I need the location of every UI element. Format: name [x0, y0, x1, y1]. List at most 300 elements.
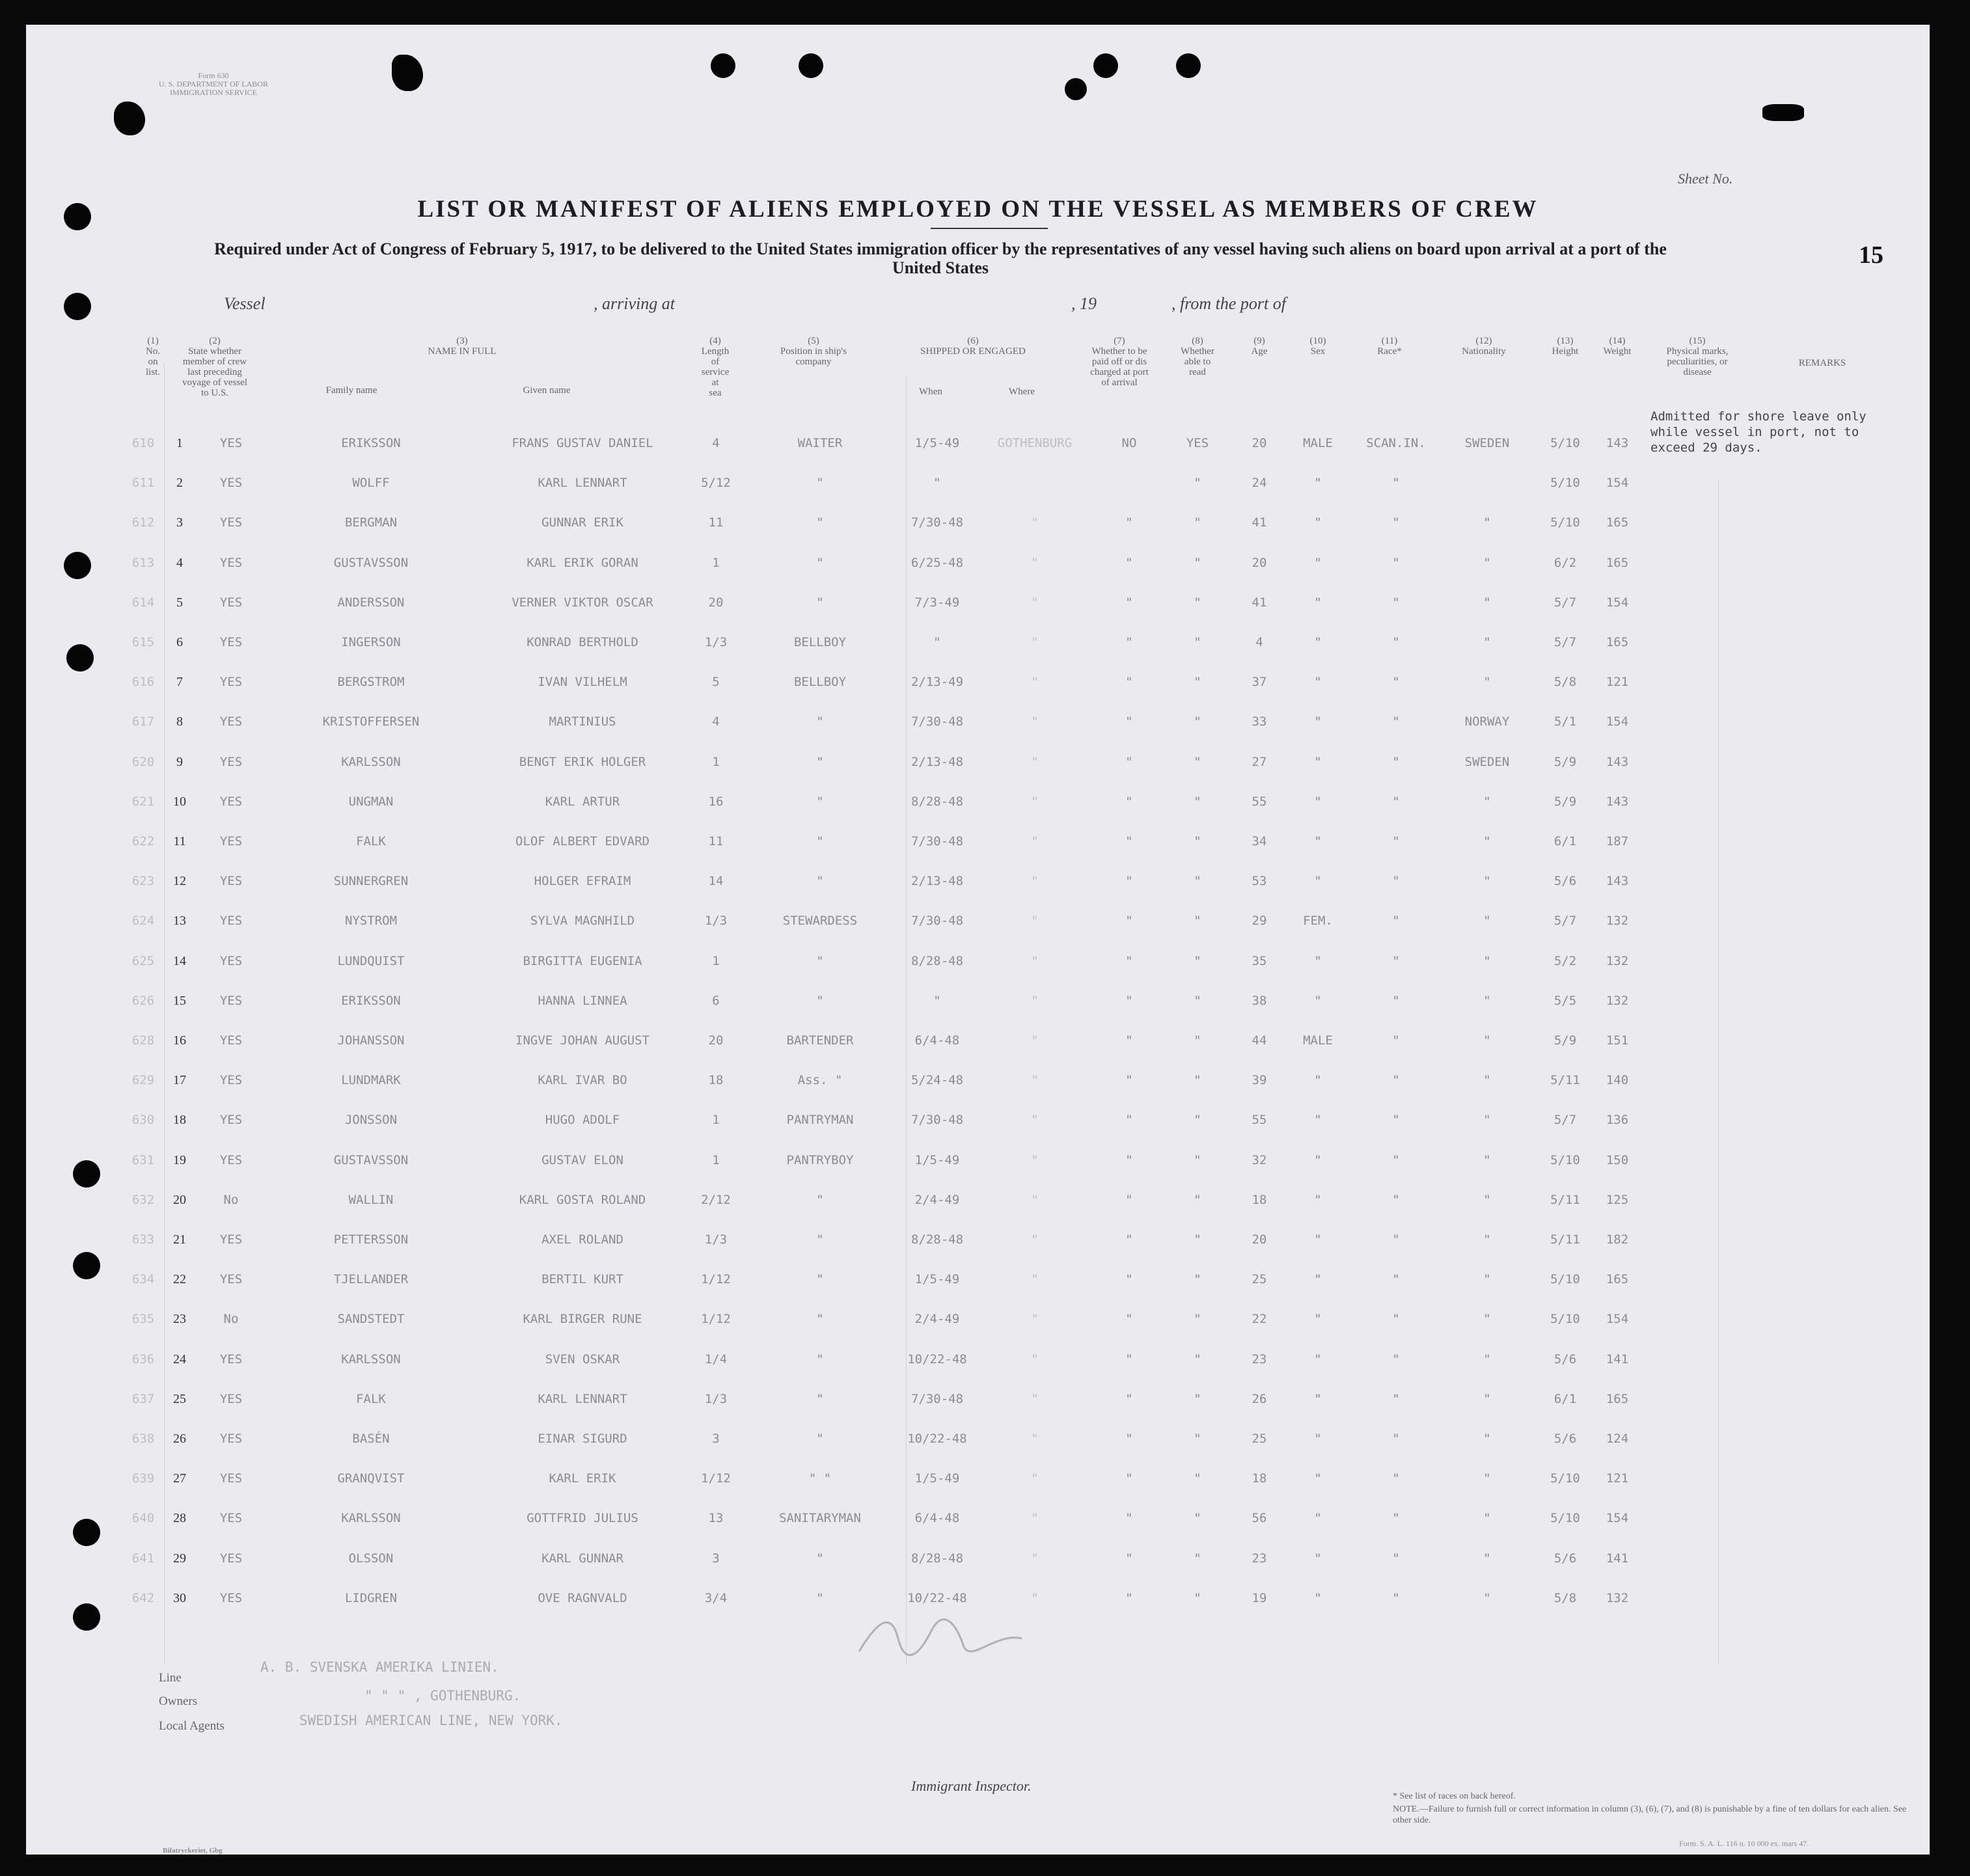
- col-header-read: (8) Whether able to read: [1181, 336, 1214, 377]
- cell-read: ": [1194, 953, 1201, 968]
- cell-nationality: ": [1483, 1511, 1491, 1526]
- punch-hole: [64, 293, 91, 320]
- cell-read: ": [1194, 1033, 1201, 1048]
- cell-where: ": [1031, 834, 1039, 849]
- cell-age: 37: [1252, 675, 1267, 690]
- cell-age: 20: [1252, 1232, 1267, 1247]
- cell-position: ": [816, 834, 824, 849]
- cell-nationality: ": [1483, 1272, 1491, 1287]
- cell-no: 19: [173, 1152, 186, 1167]
- col-header-given-name: Given name: [523, 385, 571, 396]
- cell-position: ": [816, 874, 824, 889]
- cell-sex: ": [1314, 1551, 1322, 1566]
- cell-no: 13: [173, 914, 186, 929]
- table-row: [26, 436, 1930, 475]
- cell-sex: MALE: [1303, 436, 1333, 450]
- cell-sex: ": [1314, 953, 1322, 968]
- cell-family: BERGSTROM: [337, 675, 405, 690]
- cell-family: LIDGREN: [344, 1590, 398, 1605]
- cell-height: 5/8: [1553, 675, 1577, 690]
- cell-position: ": [816, 754, 824, 769]
- cell-weight: 182: [1606, 1232, 1629, 1247]
- table-row: [26, 595, 1930, 634]
- cell-given: IVAN VILHELM: [538, 675, 627, 690]
- cell-serial: 626: [131, 993, 155, 1008]
- cell-weight: 136: [1606, 1113, 1629, 1128]
- cell-where: ": [1031, 595, 1039, 610]
- cell-serial: 610: [131, 436, 155, 450]
- cell-given: EINAR SIGURD: [538, 1432, 627, 1446]
- cell-read: ": [1194, 635, 1201, 649]
- cell-paid: ": [1125, 515, 1133, 530]
- cell-height: 5/6: [1553, 1551, 1577, 1566]
- cell-nationality: ": [1483, 874, 1491, 889]
- cell-nationality: ": [1483, 1073, 1491, 1088]
- cell-read: ": [1194, 595, 1201, 610]
- cell-nationality: ": [1483, 1152, 1491, 1167]
- cell-where: ": [1031, 874, 1039, 889]
- cell-age: 20: [1252, 555, 1267, 570]
- cell-where: ": [1031, 1391, 1039, 1406]
- cell-given: SVEN OSKAR: [545, 1352, 620, 1366]
- cell-age: 39: [1252, 1073, 1267, 1088]
- col-header-no: (1) No. on list.: [145, 336, 161, 377]
- cell-serial: 634: [131, 1272, 155, 1287]
- cell-family: OLSSON: [348, 1551, 394, 1566]
- cell-weight: 154: [1606, 1312, 1629, 1327]
- cell-race: ": [1392, 874, 1400, 889]
- cell-height: 5/1: [1553, 714, 1577, 729]
- cell-given: SYLVA MAGNHILD: [530, 914, 635, 929]
- punch-hole: [711, 53, 735, 78]
- cell-service: 1/4: [704, 1352, 728, 1366]
- owners-label: Owners: [159, 1694, 198, 1708]
- punch-hole: [1093, 53, 1118, 78]
- cell-age: 41: [1252, 515, 1267, 530]
- cell-age: 41: [1252, 595, 1267, 610]
- cell-prev: No: [223, 1312, 239, 1327]
- cell-family: GUSTAVSSON: [333, 555, 409, 570]
- cell-service: 1/3: [704, 1232, 728, 1247]
- cell-sex: ": [1314, 1471, 1322, 1486]
- cell-height: 5/5: [1553, 993, 1577, 1008]
- cell-service: 1/12: [701, 1312, 731, 1327]
- cell-position: ": [816, 1551, 824, 1566]
- cell-age: 18: [1252, 1192, 1267, 1207]
- cell-nationality: ": [1483, 1232, 1491, 1247]
- cell-height: 5/9: [1553, 754, 1577, 769]
- cell-race: ": [1392, 1192, 1400, 1207]
- table-row: [26, 954, 1930, 993]
- cell-prev: YES: [219, 953, 243, 968]
- cell-where: ": [1031, 1232, 1039, 1247]
- cell-service: 1/3: [704, 635, 728, 649]
- cell-family: KARLSSON: [341, 754, 401, 769]
- cell-prev: YES: [219, 595, 243, 610]
- cell-read: ": [1194, 794, 1201, 809]
- cell-race: ": [1392, 515, 1400, 530]
- cell-prev: YES: [219, 714, 243, 729]
- cell-prev: YES: [219, 436, 243, 450]
- cell-when: 2/13-48: [910, 874, 964, 889]
- cell-nationality: ": [1483, 1551, 1491, 1566]
- cell-serial: 625: [131, 953, 155, 968]
- cell-service: 11: [708, 834, 724, 849]
- cell-position: SANITARYMAN: [779, 1511, 861, 1526]
- cell-height: 5/10: [1550, 476, 1580, 491]
- cell-given: GUNNAR ERIK: [541, 515, 623, 530]
- cell-no: 17: [173, 1073, 186, 1088]
- cell-given: KARL IVAR BO: [538, 1073, 627, 1088]
- footnote-races: * See list of races on back hereof.: [1393, 1791, 1516, 1801]
- cell-race: ": [1392, 1152, 1400, 1167]
- cell-when: 10/22-48: [907, 1590, 967, 1605]
- cell-paid: ": [1125, 714, 1133, 729]
- cell-no: 2: [176, 476, 183, 491]
- cell-height: 5/10: [1550, 515, 1580, 530]
- cell-race: ": [1392, 476, 1400, 491]
- cell-height: 5/6: [1553, 1432, 1577, 1446]
- cell-age: 34: [1252, 834, 1267, 849]
- page-number: 15: [1859, 241, 1883, 269]
- table-row: [26, 834, 1930, 873]
- cell-no: 12: [173, 874, 186, 889]
- table-row: [26, 515, 1930, 554]
- cell-age: 55: [1252, 794, 1267, 809]
- cell-weight: 154: [1606, 476, 1629, 491]
- cell-race: ": [1392, 1471, 1400, 1486]
- cell-where: ": [1031, 754, 1039, 769]
- cell-family: GUSTAVSSON: [333, 1152, 409, 1167]
- cell-given: GOTTFRID JULIUS: [527, 1511, 638, 1526]
- cell-weight: 141: [1606, 1551, 1629, 1566]
- cell-family: KRISTOFFERSEN: [322, 714, 420, 729]
- cell-race: ": [1392, 794, 1400, 809]
- cell-height: 5/11: [1550, 1192, 1580, 1207]
- cell-age: 25: [1252, 1272, 1267, 1287]
- cell-given: INGVE JOHAN AUGUST: [515, 1033, 650, 1048]
- table-row: [26, 1033, 1930, 1072]
- cell-race: ": [1392, 1551, 1400, 1566]
- cell-prev: YES: [219, 1471, 243, 1486]
- cell-family: FALK: [356, 1391, 386, 1406]
- cell-height: 5/7: [1553, 595, 1577, 610]
- cell-sex: ": [1314, 515, 1322, 530]
- cell-when: 2/4-49: [914, 1312, 960, 1327]
- cell-paid: NO: [1121, 436, 1137, 450]
- cell-race: ": [1392, 1232, 1400, 1247]
- cell-sex: ": [1314, 1391, 1322, 1406]
- cell-family: LUNDQUIST: [337, 953, 405, 968]
- cell-prev: YES: [219, 794, 243, 809]
- cell-read: ": [1194, 1391, 1201, 1406]
- cell-serial: 640: [131, 1511, 155, 1526]
- cell-height: 5/10: [1550, 1152, 1580, 1167]
- col-header-sex: (10) Sex: [1309, 336, 1326, 357]
- cell-prev: YES: [219, 675, 243, 690]
- cell-where: ": [1031, 1113, 1039, 1128]
- cell-paid: ": [1125, 1391, 1133, 1406]
- cell-paid: ": [1125, 1551, 1133, 1566]
- cell-age: 25: [1252, 1432, 1267, 1446]
- cell-height: 5/11: [1550, 1232, 1580, 1247]
- title-underline: [931, 228, 1048, 229]
- cell-position: BELLBOY: [793, 675, 847, 690]
- cell-weight: 154: [1606, 714, 1629, 729]
- cell-family: JONSSON: [344, 1113, 398, 1128]
- cell-service: 1/3: [704, 1391, 728, 1406]
- cell-race: SCAN.IN.: [1366, 436, 1426, 450]
- table-row: [26, 1312, 1930, 1351]
- cell-weight: 121: [1606, 1471, 1629, 1486]
- cell-weight: 151: [1606, 1033, 1629, 1048]
- cell-position: Ass. ": [797, 1073, 843, 1088]
- cell-weight: 132: [1606, 993, 1629, 1008]
- cell-read: ": [1194, 1590, 1201, 1605]
- from-port-label: , from the port of: [1171, 294, 1286, 313]
- cell-nationality: ": [1483, 635, 1491, 649]
- sheet-number-label: Sheet No.: [1678, 170, 1733, 187]
- cell-weight: 143: [1606, 874, 1629, 889]
- cell-service: 11: [708, 515, 724, 530]
- cell-race: ": [1392, 675, 1400, 690]
- table-row: [26, 1153, 1930, 1192]
- cell-where: ": [1031, 1551, 1039, 1566]
- cell-sex: ": [1314, 834, 1322, 849]
- table-row: [26, 755, 1930, 794]
- inspector-label: Immigrant Inspector.: [911, 1778, 1032, 1794]
- cell-height: 6/2: [1553, 555, 1577, 570]
- cell-position: ": [816, 1192, 824, 1207]
- table-row: [26, 1551, 1930, 1590]
- cell-service: 16: [708, 794, 724, 809]
- cell-paid: ": [1125, 754, 1133, 769]
- cell-prev: YES: [219, 1391, 243, 1406]
- cell-paid: ": [1125, 595, 1133, 610]
- cell-sex: ": [1314, 555, 1322, 570]
- cell-service: 4: [712, 436, 720, 450]
- cell-sex: ": [1314, 1312, 1322, 1327]
- cell-age: 32: [1252, 1152, 1267, 1167]
- cell-serial: 636: [131, 1352, 155, 1366]
- cell-service: 3/4: [704, 1590, 728, 1605]
- cell-position: ": [816, 555, 824, 570]
- cell-serial: 622: [131, 834, 155, 849]
- col-header-service: (4) Length of service at sea: [701, 336, 730, 398]
- cell-given: AXEL ROLAND: [541, 1232, 623, 1247]
- cell-nationality: ": [1483, 1471, 1491, 1486]
- cell-weight: 143: [1606, 794, 1629, 809]
- cell-serial: 617: [131, 714, 155, 729]
- cell-sex: ": [1314, 1113, 1322, 1128]
- cell-family: FALK: [356, 834, 386, 849]
- cell-given: KARL ERIK: [549, 1471, 616, 1486]
- cell-serial: 628: [131, 1033, 155, 1048]
- cell-service: 20: [708, 1033, 724, 1048]
- cell-nationality: SWEDEN: [1464, 436, 1510, 450]
- cell-race: ": [1392, 1590, 1400, 1605]
- cell-race: ": [1392, 914, 1400, 929]
- cell-family: SANDSTEDT: [337, 1312, 405, 1327]
- cell-weight: 187: [1606, 834, 1629, 849]
- cell-height: 5/10: [1550, 436, 1580, 450]
- cell-given: KARL ERIK GORAN: [527, 555, 638, 570]
- punch-hole: [1176, 53, 1201, 78]
- cell-race: ": [1392, 595, 1400, 610]
- cell-given: BENGT ERIK HOLGER: [519, 754, 646, 769]
- cell-where: ": [1031, 1073, 1039, 1088]
- cell-where: ": [1031, 515, 1039, 530]
- cell-where: ": [1031, 993, 1039, 1008]
- cell-nationality: ": [1483, 1312, 1491, 1327]
- cell-prev: YES: [219, 874, 243, 889]
- cell-when: 7/30-48: [910, 834, 964, 849]
- agency-stamp: Form 630 U. S. DEPARTMENT OF LABOR IMMIGRATION SERVICE: [159, 71, 268, 97]
- cell-age: 56: [1252, 1511, 1267, 1526]
- cell-nationality: ": [1483, 1113, 1491, 1128]
- cell-prev: YES: [219, 1232, 243, 1247]
- cell-service: 3: [712, 1551, 720, 1566]
- cell-height: 5/10: [1550, 1511, 1580, 1526]
- cell-race: ": [1392, 834, 1400, 849]
- cell-given: HANNA LINNEA: [538, 993, 627, 1008]
- cell-weight: 132: [1606, 914, 1629, 929]
- cell-read: ": [1194, 1073, 1201, 1088]
- cell-sex: ": [1314, 675, 1322, 690]
- cell-race: ": [1392, 714, 1400, 729]
- cell-paid: ": [1125, 1511, 1133, 1526]
- cell-position: ": [816, 993, 824, 1008]
- cell-sex: ": [1314, 1432, 1322, 1446]
- table-row: [26, 476, 1930, 515]
- cell-no: 10: [173, 794, 186, 809]
- cell-when: 1/5-49: [914, 1152, 960, 1167]
- cell-no: 27: [173, 1471, 186, 1486]
- cell-no: 7: [176, 675, 183, 690]
- cell-weight: 125: [1606, 1192, 1629, 1207]
- cell-when: 5/24-48: [910, 1073, 964, 1088]
- col-header-height: (13) Height: [1552, 336, 1579, 357]
- inspector-signature: [853, 1599, 1048, 1671]
- cell-serial: 623: [131, 874, 155, 889]
- cell-position: BELLBOY: [793, 635, 847, 649]
- table-row: [26, 874, 1930, 913]
- cell-height: 5/7: [1553, 635, 1577, 649]
- cell-prev: YES: [219, 1511, 243, 1526]
- cell-no: 11: [173, 834, 186, 849]
- cell-prev: No: [223, 1192, 239, 1207]
- cell-paid: ": [1125, 1432, 1133, 1446]
- table-row: [26, 1352, 1930, 1391]
- cell-family: INGERSON: [341, 635, 401, 649]
- cell-height: 5/7: [1553, 1113, 1577, 1128]
- cell-no: 29: [173, 1551, 186, 1566]
- cell-height: 5/8: [1553, 1590, 1577, 1605]
- cell-weight: 140: [1606, 1073, 1629, 1088]
- cell-race: ": [1392, 1511, 1400, 1526]
- cell-serial: 630: [131, 1113, 155, 1128]
- cell-race: ": [1392, 1272, 1400, 1287]
- punch-hole: [1065, 78, 1087, 100]
- cell-where: ": [1031, 1192, 1039, 1207]
- cell-where: ": [1031, 1432, 1039, 1446]
- table-row: [26, 1392, 1930, 1431]
- vessel-label: Vessel: [224, 294, 266, 313]
- cell-no: 16: [173, 1033, 186, 1048]
- col-header-name: (3) NAME IN FULL: [428, 336, 497, 357]
- cell-height: 5/10: [1550, 1272, 1580, 1287]
- cell-given: FRANS GUSTAV DANIEL: [512, 436, 653, 450]
- table-row: [26, 635, 1930, 674]
- cell-no: 25: [173, 1391, 186, 1406]
- cell-prev: YES: [219, 635, 243, 649]
- cell-service: 14: [708, 874, 724, 889]
- cell-age: 22: [1252, 1312, 1267, 1327]
- cell-serial: 641: [131, 1551, 155, 1566]
- cell-nationality: ": [1483, 1352, 1491, 1366]
- cell-height: 5/2: [1553, 953, 1577, 968]
- local-agents-value: SWEDISH AMERICAN LINE, NEW YORK.: [299, 1713, 563, 1728]
- cell-no: 8: [176, 714, 183, 729]
- page-subtitle: Required under Act of Congress of February 5, 1917, to be delivered to the United States immigration officer by the representatives of any vessel having such aliens on board upon arrival at a port of the United States: [214, 239, 1667, 277]
- cell-paid: ": [1125, 1312, 1133, 1327]
- cell-age: 33: [1252, 714, 1267, 729]
- year-label: , 19: [1071, 294, 1097, 313]
- cell-nationality: NORWAY: [1464, 714, 1510, 729]
- cell-when: 6/4-48: [914, 1511, 960, 1526]
- punch-hole: [799, 53, 823, 78]
- cell-serial: 635: [131, 1312, 155, 1327]
- cell-read: ": [1194, 754, 1201, 769]
- cell-where: ": [1031, 953, 1039, 968]
- cell-service: 18: [708, 1073, 724, 1088]
- cell-given: HUGO ADOLF: [545, 1113, 620, 1128]
- cell-where: ": [1031, 1272, 1039, 1287]
- cell-position: BARTENDER: [786, 1033, 854, 1048]
- cell-prev: YES: [219, 993, 243, 1008]
- cell-age: 38: [1252, 993, 1267, 1008]
- cell-read: ": [1194, 1511, 1201, 1526]
- cell-paid: ": [1125, 834, 1133, 849]
- remarks-note: Admitted for shore leave only while vessel in port, not to exceed 29 days.: [1650, 409, 1867, 455]
- cell-position: ": [816, 1432, 824, 1446]
- cell-where: ": [1031, 714, 1039, 729]
- cell-age: 19: [1252, 1590, 1267, 1605]
- col-header-race: (11) Race*: [1377, 336, 1402, 357]
- cell-serial: 613: [131, 555, 155, 570]
- table-row: [26, 1232, 1930, 1271]
- ink-blot: [114, 102, 145, 135]
- cell-nationality: ": [1483, 1391, 1491, 1406]
- cell-position: ": [816, 595, 824, 610]
- cell-given: KARL GOSTA ROLAND: [519, 1192, 646, 1207]
- cell-prev: YES: [219, 1551, 243, 1566]
- cell-where: GOTHENBURG: [997, 436, 1073, 450]
- cell-when: 2/13-49: [910, 675, 964, 690]
- cell-read: YES: [1186, 436, 1209, 450]
- cell-no: 24: [173, 1352, 186, 1366]
- cell-when: 8/28-48: [910, 794, 964, 809]
- col-header-where: Where: [1009, 387, 1035, 397]
- cell-family: PETTERSSON: [333, 1232, 409, 1247]
- cell-position: ": [816, 1352, 824, 1366]
- cell-no: 5: [176, 595, 183, 610]
- cell-height: 5/9: [1553, 794, 1577, 809]
- cell-given: OVE RAGNVALD: [538, 1590, 627, 1605]
- cell-given: VERNER VIKTOR OSCAR: [512, 595, 653, 610]
- cell-serial: 620: [131, 754, 155, 769]
- cell-when: ": [933, 635, 941, 649]
